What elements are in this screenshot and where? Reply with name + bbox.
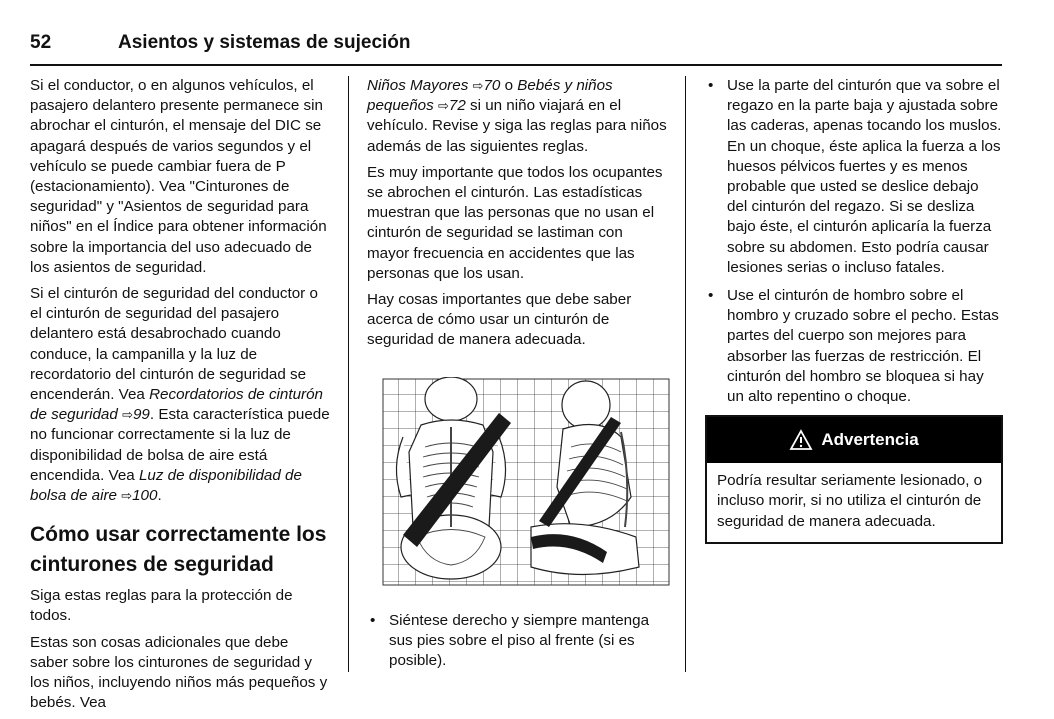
page-ref[interactable]: 72 xyxy=(448,97,466,115)
text-run: si un niño viajará en el vehículo. Revise y siga las reglas para niños además de las siguientes reglas. xyxy=(367,97,667,155)
warning-header xyxy=(707,417,1001,463)
text-run: Si el cinturón de seguridad del conductor o el cinturón de seguridad del pasajero delantero está desabrochado cuando conduce, la campanilla y la luz de recordatorio del cinturón de seguridad se encenderán. Vea xyxy=(30,285,318,404)
column-2 xyxy=(367,76,669,679)
cross-reference-older-children[interactable]: Niños Mayores xyxy=(367,77,469,94)
list-item xyxy=(367,611,669,672)
seatbelt-skeleton-illustration xyxy=(381,377,671,587)
section-heading: Cómo usar correctamente los cinturones de seguridad xyxy=(30,523,327,577)
warning-triangle-icon xyxy=(789,429,813,451)
page-ref-arrow-icon: ⇨ xyxy=(472,78,484,93)
column-divider xyxy=(685,76,686,672)
paragraph: Es muy importante que todos los ocupantes se abrochen el cinturón. Las estadísticas muestran que las personas que no usan el cinturón de seguridad se lastiman con mayor frecuencia en accidentes que las personas que los usan. xyxy=(367,163,663,282)
list-item xyxy=(705,286,1003,407)
page-ref-arrow-icon: ⇨ xyxy=(437,98,449,114)
cross-reference-airbag-light[interactable]: Luz de disponibilidad de bolsa de aire xyxy=(30,466,302,505)
paragraph xyxy=(367,76,669,157)
page-ref-arrow-icon: ⇨ xyxy=(121,488,133,504)
bullet-icon: • xyxy=(708,287,714,305)
bullet-text: Use la parte del cinturón que va sobre el regazo en la parte baja y ajustada sobre las caderas, apenas tocando los muslos. En un choque, éste aplica la fuerza a los huesos pélvicos fuertes y es menos probable que usted se deslice debajo del cinturón del regazo. Si se desliza bajo éste, el cinturón aplicaría la fuerza sobre su abdomen. Esto podría causar lesiones serias o incluso fatales. xyxy=(727,77,1002,276)
paragraph: Si el conductor, o en algunos vehículos, el pasajero delantero presente permanece sin abrochar el cinturón, el mensaje del DIC se apagará después de varios segundos y el vehículo se puede cambiar fuera de P (estacionamiento). Vea "Cinturones de seguridad" y "Asientos de seguridad para niños" en el Índice para obtener información sobre la importancia del uso adecuado de los asientos de seguridad. xyxy=(30,77,327,276)
paragraph: Hay cosas importantes que debe saber acerca de cómo usar un cinturón de seguridad de manera adecuada. xyxy=(367,291,632,349)
column-1 xyxy=(30,76,330,719)
cross-reference-seatbelt-reminders[interactable]: Recordatorios de cinturón de seguridad xyxy=(30,386,323,424)
bullet-text: Use el cinturón de hombro sobre el hombro y cruzado sobre el pecho. Estas partes del cuerpo son mejores para absorber las fuerzas de restricción. El cinturón del hombro se bloquea si hay un alto repentino o choque. xyxy=(727,287,999,406)
cross-reference-infants[interactable]: Bebés y niños pequeños xyxy=(367,77,613,115)
page-ref[interactable]: 100 xyxy=(132,487,158,505)
skeleton-figure-icon xyxy=(381,377,671,587)
bullet-icon: • xyxy=(708,77,714,94)
text-run: . xyxy=(157,487,162,505)
page-header xyxy=(30,30,1002,66)
paragraph: Estas son cosas adicionales que debe saber sobre los cinturones de seguridad y los niños, incluyendo niños más pequeños y bebés. Vea xyxy=(30,633,328,712)
page-number: 52 xyxy=(30,32,52,53)
text-run: . Esta característica puede no funcionar correctamente si la luz de disponibilidad de bolsa de aire está encendida. Vea xyxy=(30,406,330,484)
page-ref[interactable]: 99 xyxy=(132,406,150,424)
warning-title: Advertencia xyxy=(821,430,919,450)
page-ref-arrow-icon: ⇨ xyxy=(122,407,133,423)
column-divider xyxy=(348,76,349,672)
warning-box xyxy=(705,415,1003,544)
running-title: Asientos y sistemas de sujeción xyxy=(118,32,411,53)
bullet-text: Siéntese derecho y siempre mantenga sus pies sobre el piso al frente (si es posible). xyxy=(389,611,650,670)
text-run: o xyxy=(500,77,518,94)
page-ref[interactable]: 70 xyxy=(483,77,501,94)
paragraph xyxy=(30,284,330,506)
bullet-icon: • xyxy=(370,611,376,629)
paragraph: Siga estas reglas para la protección de todos. xyxy=(30,587,293,625)
column-3 xyxy=(705,76,1003,544)
warning-text: Podría resultar seriamente lesionado, o incluso morir, si no utiliza el cinturón de seguridad de manera adecuada. xyxy=(717,472,983,530)
list-item xyxy=(705,76,1003,278)
